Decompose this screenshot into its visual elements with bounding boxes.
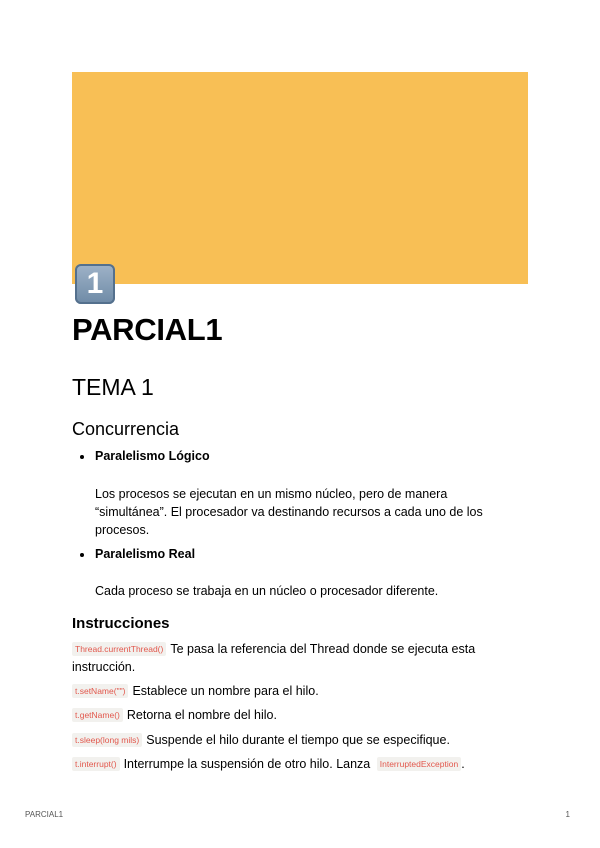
heading-instrucciones: Instrucciones <box>72 615 170 632</box>
code-snippet: InterruptedException <box>377 757 461 771</box>
bullet-paralelismo-logico-text: Los procesos se ejecutan en un mismo núcleo, pero de manera “simultánea”. El procesador va destinando recursos a cada uno de los procesos. <box>95 487 483 537</box>
instruction-text: Te pasa la referencia del Thread donde se ejecuta esta instrucción. <box>72 642 476 674</box>
instruction-item <box>72 755 528 773</box>
instruction-text-end: . <box>461 757 465 771</box>
cover-banner <box>72 72 528 284</box>
bullet-paralelismo-logico: Paralelismo Lógico <box>95 449 210 463</box>
footer-page-number: 1 <box>565 810 570 819</box>
instruction-item <box>72 640 528 676</box>
instruction-text: Suspende el hilo durante el tiempo que se especifique. <box>146 733 450 747</box>
heading-concurrencia: Concurrencia <box>72 419 180 439</box>
heading-tema: TEMA 1 <box>72 374 154 400</box>
code-snippet: t.setName("") <box>72 684 128 698</box>
instruction-item <box>72 731 528 749</box>
code-snippet: t.sleep(long mils) <box>72 733 142 747</box>
instruction-item <box>72 706 528 724</box>
instruction-item <box>72 682 528 700</box>
keycap-one-icon: 1 <box>75 264 115 304</box>
footer-title: PARCIAL1 <box>25 810 64 819</box>
bullet-paralelismo-real: Paralelismo Real <box>95 547 196 561</box>
instruction-text: Retorna el nombre del hilo. <box>126 708 277 722</box>
code-snippet: Thread.currentThread() <box>72 642 166 656</box>
instruction-text: Interrumpe la suspensión de otro hilo. Lanza <box>123 757 371 771</box>
bullet-paralelismo-real-text: Cada proceso se trabaja en un núcleo o procesador diferente. <box>95 584 439 598</box>
instruction-text: Establece un nombre para el hilo. <box>132 684 319 698</box>
code-snippet: t.getName() <box>72 708 123 722</box>
code-snippet: t.interrupt() <box>72 757 120 771</box>
page-title: PARCIAL1 <box>72 312 223 347</box>
